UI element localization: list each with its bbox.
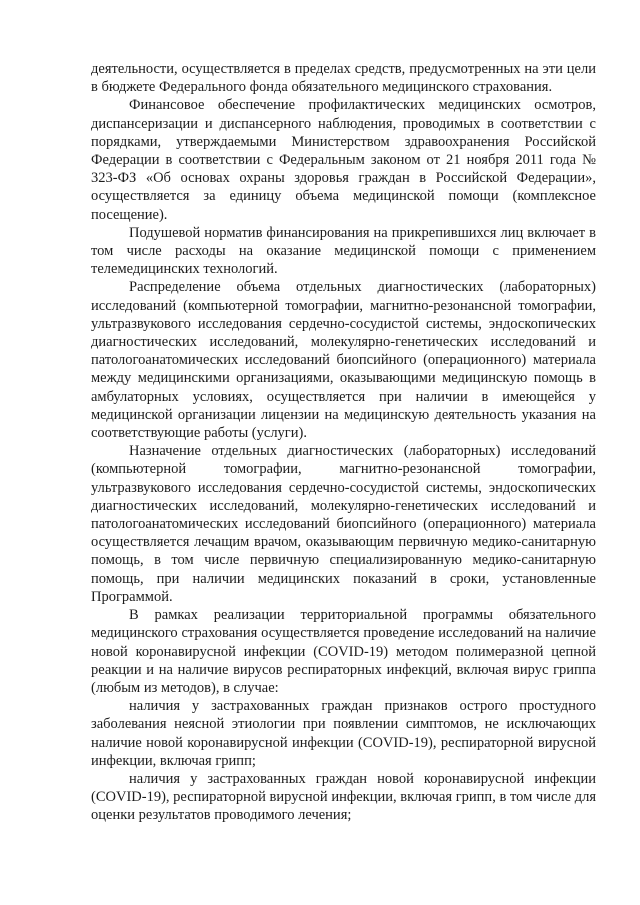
paragraph-diagnostics-prescription: Назначение отдельных диагностических (лабораторных) исследований (компьютерной томографии, магнитно-резонансной томографии, ультразвукового исследования сердечно-сосудистой системы, эндоскопических диагностических исследований, молекулярно-генетических исследований и патологоанатомических исследований биопсийного (операционного) материала осуществляется лечащим врачом, оказывающим первичную медико-санитарную помощь, в том числе первичную специализированную медико-санитарную помощь, при наличии медицинских показаний в сроки, установленные Программой. (91, 443, 596, 605)
paragraph-covid-testing: В рамках реализации территориальной программы обязательного медицинского страхования осуществляется проведение исследований на наличие новой коронавирусной инфекции (COVID-19) методом полимеразной цепной реакции и на наличие вирусов респираторных инфекций, включая вирус гриппа (любым из методов), в случае: (91, 607, 596, 696)
paragraph-case-infection: наличия у застрахованных граждан новой коронавирусной инфекции (COVID-19), респираторной вирусной инфекции, включая грипп, в том числе для оценки результатов проводимого лечения; (91, 770, 596, 824)
paragraph-continuation: деятельности, осуществляется в пределах средств, предусмотренных на эти цели в бюджете Федерального фонда обязательного медицинского страхования. (91, 61, 596, 96)
document-body (91, 60, 596, 825)
paragraph-case-symptoms: наличия у застрахованных граждан признаков острого простудного заболевания неясной этиологии при появлении симптомов, не исключающих наличие новой коронавирусной инфекции (COVID-19), респираторной вирусной инфекции, включая грипп; (91, 698, 596, 769)
paragraph-financing-checkups: Финансовое обеспечение профилактических медицинских осмотров, диспансеризации и диспансерного наблюдения, проводимых в соответствии с порядками, утверждаемыми Министерством здравоохранения Российской Федерации в соответствии с Федеральным законом от 21 ноября 2011 года № 323-ФЗ «Об основах охраны здоровья граждан в Российской Федерации», осуществляется за единицу объема медицинской помощи (комплексное посещение). (91, 97, 596, 223)
paragraph-diagnostics-distribution: Распределение объема отдельных диагностических (лабораторных) исследований (компьютерной томографии, магнитно-резонансной томографии, ультразвукового исследования сердечно-сосудистой системы, эндоскопических диагностических исследований, молекулярно-генетических исследований и патологоанатомических исследований биопсийного (операционного) материала между медицинскими организациями, оказывающими медицинскую помощь в амбулаторных условиях, осуществляется при наличии в имеющейся у медицинской организации лицензии на медицинскую деятельность указания на соответствующие работы (услуги). (91, 279, 596, 442)
paragraph-per-capita-norm: Подушевой норматив финансирования на прикрепившихся лиц включает в том числе расходы на оказание медицинской помощи с применением телемедицинских технологий. (91, 224, 596, 278)
